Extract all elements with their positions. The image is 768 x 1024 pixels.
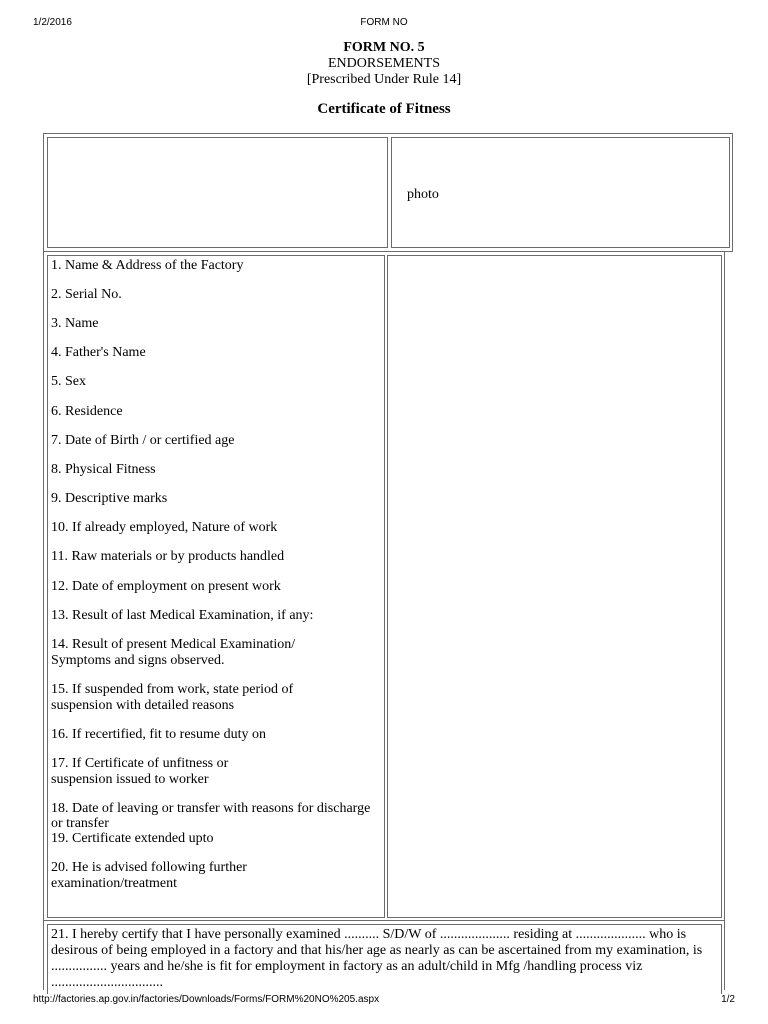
field-last-exam: 13. Result of last Medical Examination, if any:: [51, 608, 314, 623]
field-sex: 5. Sex: [51, 374, 86, 389]
field-materials: 11. Raw materials or by products handled: [51, 549, 285, 564]
field-employed: 10. If already employed, Nature of work: [51, 520, 278, 535]
certification-cell: [47, 924, 722, 994]
field-advised-cont: examination/treatment: [51, 876, 177, 891]
field-name: 3. Name: [51, 316, 99, 331]
field-residence: 6. Residence: [51, 404, 123, 419]
photo-label: photo: [407, 187, 439, 202]
field-fitness: 8. Physical Fitness: [51, 462, 156, 477]
photo-cell: [391, 137, 730, 248]
field-leaving: 18. Date of leaving or transfer with reasons for discharge: [51, 801, 371, 816]
certification-table: [43, 920, 725, 990]
header-table: [43, 133, 733, 252]
certificate-title: Certificate of Fitness: [317, 101, 451, 117]
field-present-exam-cont: Symptoms and signs observed.: [51, 653, 225, 668]
field-values-cell: [387, 255, 722, 918]
form-number: FORM NO. 5: [343, 40, 425, 55]
page-number: 1/2: [721, 994, 735, 1005]
form-subtitle: ENDORSEMENTS: [327, 56, 440, 71]
print-date: 1/2/2016: [33, 17, 72, 28]
print-page-title: FORM NO: [360, 17, 408, 28]
form-rule: [Prescribed Under Rule 14]: [306, 72, 462, 87]
field-serial: 2. Serial No.: [51, 287, 122, 302]
print-url: http://factories.ap.gov.in/factories/Downloads/Forms/FORM%20NO%205.aspx: [33, 994, 380, 1005]
field-suspended-cont: suspension with detailed reasons: [51, 698, 235, 713]
field-employment-date: 12. Date of employment on present work: [51, 579, 281, 594]
field-unfitness: 17. If Certificate of unfitness or: [51, 756, 229, 771]
field-dob: 7. Date of Birth / or certified age: [51, 433, 235, 448]
field-extended: 19. Certificate extended upto: [51, 831, 214, 846]
field-advised: 20. He is advised following further: [51, 860, 247, 875]
details-table: [43, 251, 725, 921]
field-present-exam: 14. Result of present Medical Examination/: [51, 637, 296, 652]
field-recertified: 16. If recertified, fit to resume duty on: [51, 727, 266, 742]
blank-cell: [47, 137, 388, 248]
field-unfitness-cont: suspension issued to worker: [51, 772, 209, 787]
field-factory: 1. Name & Address of the Factory: [51, 258, 244, 273]
field-labels-cell: [47, 255, 385, 918]
field-suspended: 15. If suspended from work, state period of: [51, 682, 294, 697]
field-marks: 9. Descriptive marks: [51, 491, 168, 506]
field-leaving-cont: or transfer: [51, 816, 109, 831]
certification-text: 21. I hereby certify that I have personally examined .......... S/D/W of .................... residing at .................... who is desirous of being employed in a factory and that his/her age as nearly as can be ascertained from my examination, is ................ years and he/she is fit for employment in factory as an adult/child in Mfg /handling process viz ................................: [51, 927, 703, 990]
field-father: 4. Father's Name: [51, 345, 146, 360]
